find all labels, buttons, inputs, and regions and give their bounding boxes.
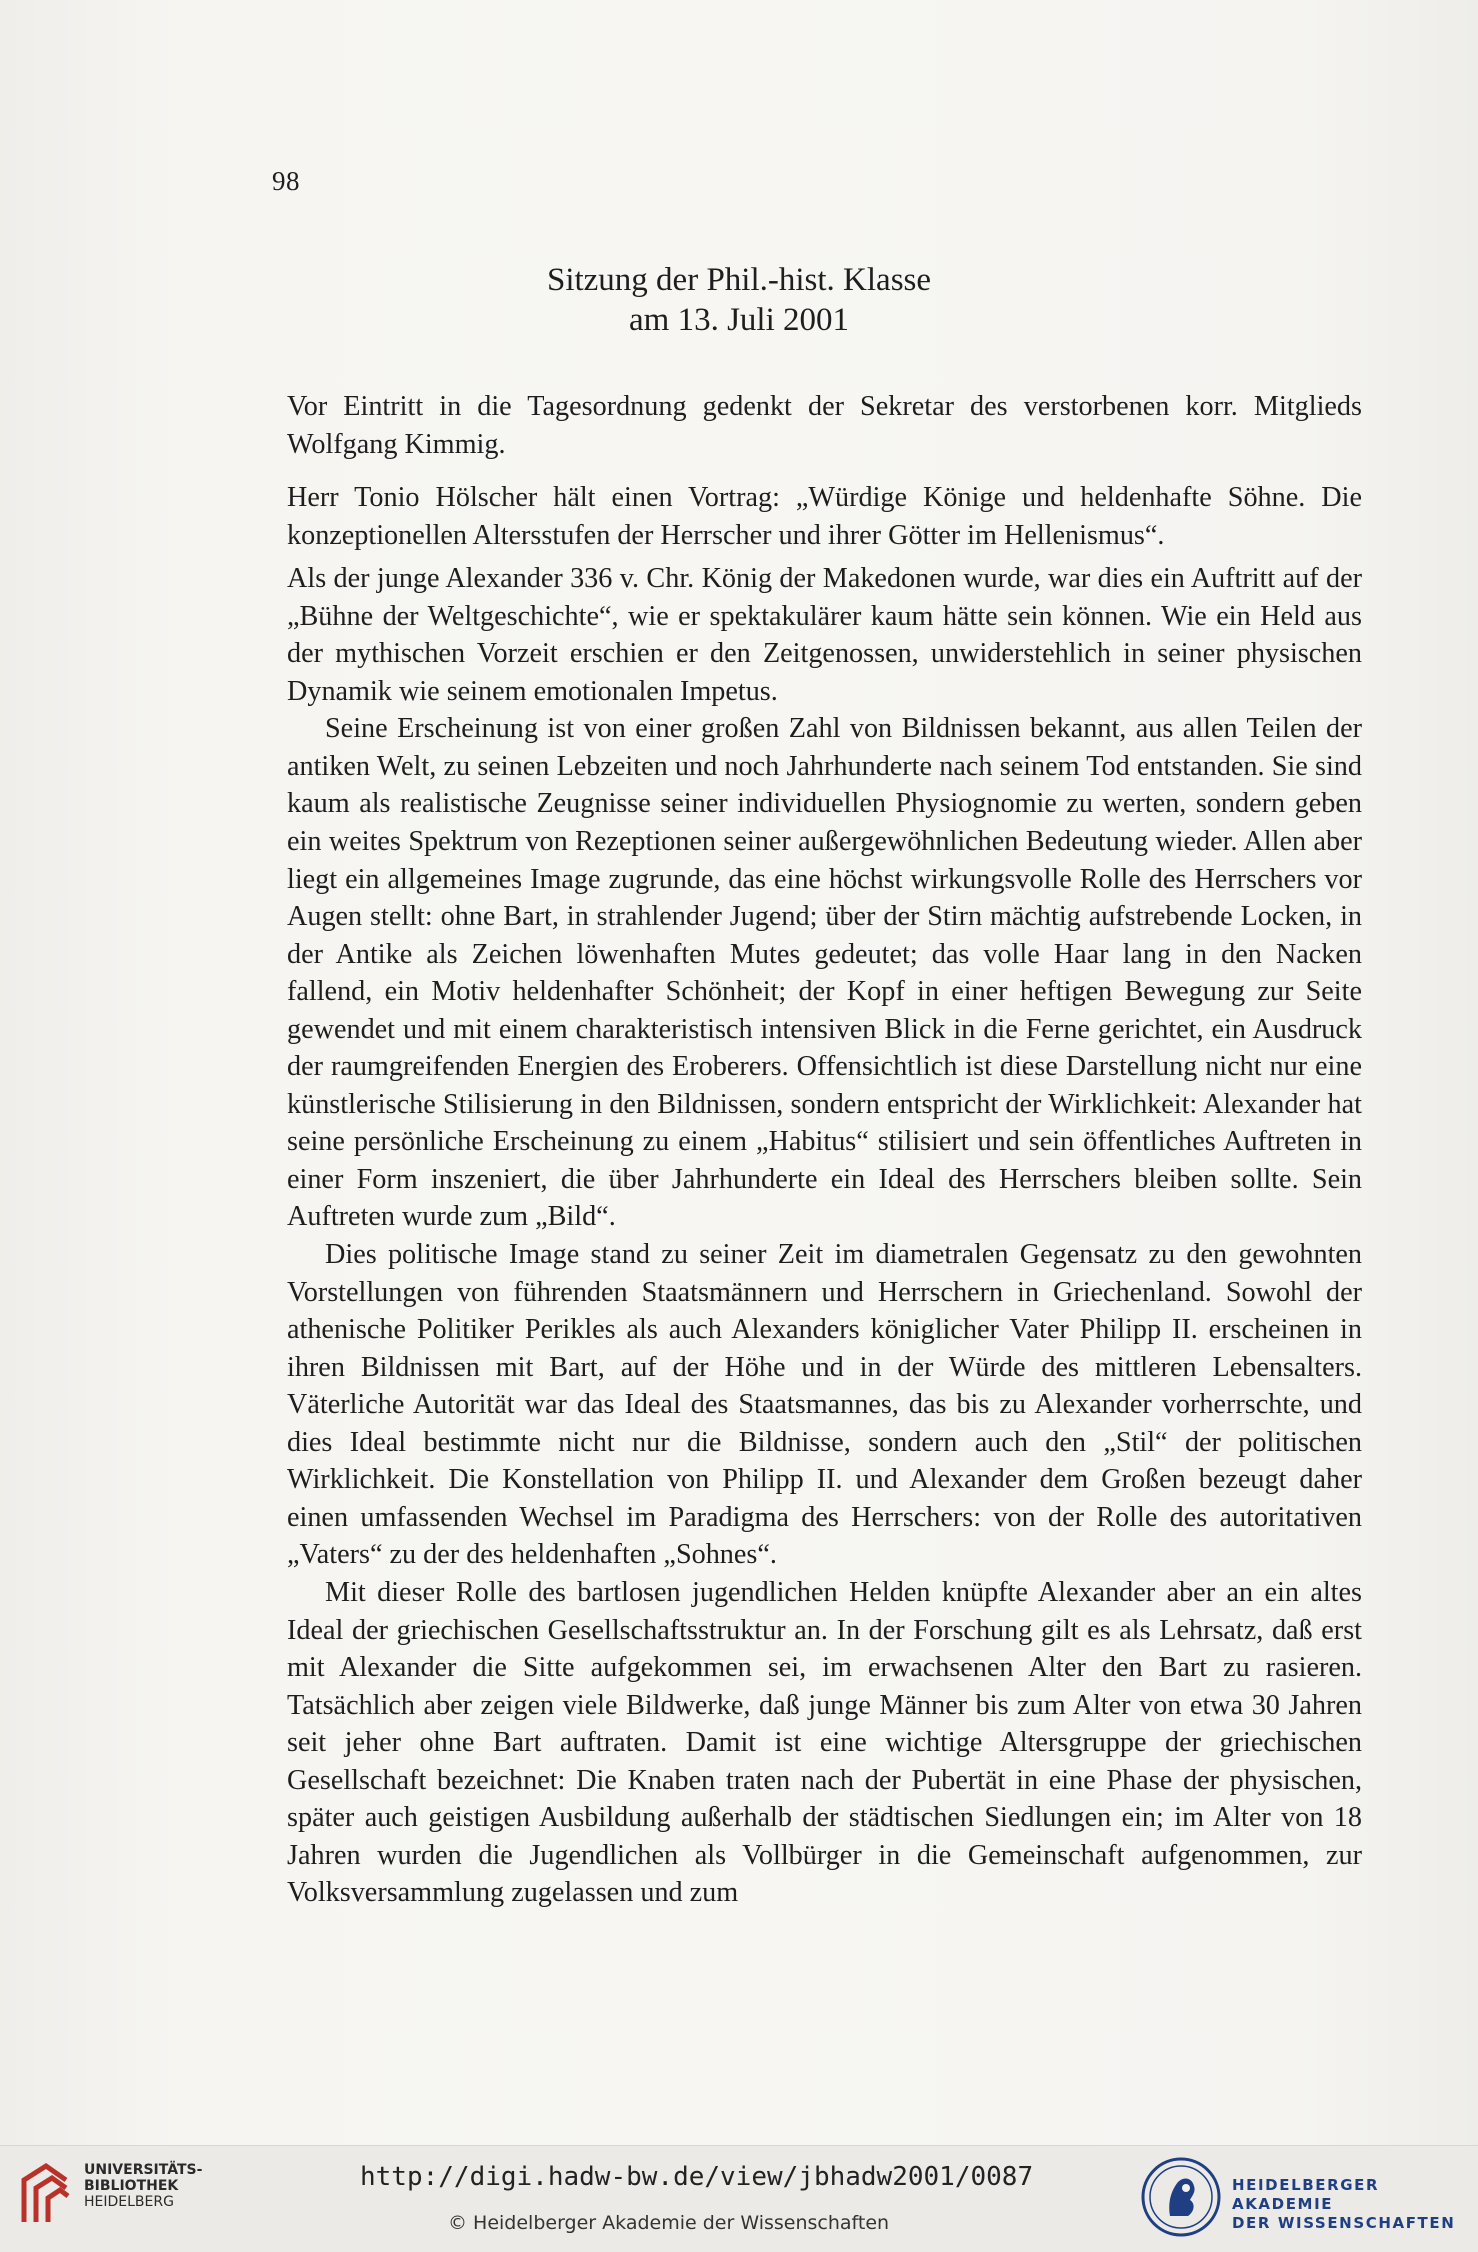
page-number: 98 <box>272 166 300 196</box>
library-name-line-2: BIBLIOTHEK <box>84 2178 179 2194</box>
library-name-line-1: UNIVERSITÄTS- <box>84 2162 203 2178</box>
library-name-line-3: HEIDELBERG <box>84 2194 174 2210</box>
paragraph-obituary: Vor Eintritt in die Tagesordnung gedenkt der Sekretar des verstorbenen korr. Mitglieds Wolfgang Kimmig. <box>287 391 1362 460</box>
paragraph-2: Seine Erscheinung ist von einer großen Zahl von Bildnissen bekannt, aus allen Teilen der antiken Welt, zu seinen Lebzeiten und noch Jahrhunderte nach seinem Tod entstanden. Sie sind kaum als realistische Zeugnisse seiner individuellen Physiognomie zu werten, sondern geben ein weites Spektrum von Rezeptionen seiner außergewöhnlichen Bedeutung wieder. Allen aber liegt ein allgemeines Image zugrunde, das eine höchst wirkungsvolle Rolle des Herrschers vor Augen stellt: ohne Bart, in strahlender Jugend; über der Stirn mächtig aufstrebende Locken, in der Antike als Zeichen löwenhaften Mutes gedeutet; das volle Haar lang in den Nacken fallend, ein Motiv heldenhafter Schönheit; der Kopf in einer heftigen Bewegung zur Seite gewendet und mit einem charakteristisch intensiven Blick in die Ferne gerichtet, ein Ausdruck der raumgreifenden Energien des Eroberers. Offensichtlich ist diese Darstellung nicht nur eine künstlerische Stilisierung in den Bildnissen, sondern entspricht der Wirklichkeit: Alexander hat seine persönliche Erscheinung zu einem „Habitus“ stilisiert und sein öffentliches Auftreten in einer Form inszeniert, die über Jahrhunderte ein Ideal des Herrschers bleiben sollte. Sein Auftreten wurde zum „Bild“. <box>287 713 1362 1233</box>
session-title: Sitzung der Phil.-hist. Klasse <box>546 262 932 298</box>
body-text <box>287 388 1362 1912</box>
permalink-url[interactable]: http://digi.hadw-bw.de/view/jbhadw2001/0087 <box>360 2162 1034 2192</box>
university-library-logo-icon <box>16 2158 76 2228</box>
academy-name-line-2: DER WISSENSCHAFTEN <box>1232 2214 1456 2232</box>
paragraph-3: Dies politische Image stand zu seiner Zeit im diametralen Gegensatz zu den gewohnten Vorstellungen von führenden Staatsmännern und Herrschern in Griechenland. Sowohl der athenische Politiker Perikles als auch Alexanders königlicher Vater Philipp II. erscheinen in ihren Bildnissen mit Bart, auf der Höhe und in der Würde des mittleren Lebensalters. Väterliche Autorität war das Ideal des Staatsmannes, das bis zu Alexander vorherrschte, und dies Ideal bestimmte nicht nur die Bildnisse, sondern auch den „Stil“ der politischen Wirklichkeit. Die Konstellation von Philipp II. und Alexander dem Großen bezeugt daher einen umfassenden Wechsel im Paradigma des Herrschers: von der Rolle des autoritativen „Vaters“ zu der des heldenhaften „Sohnes“. <box>287 1239 1362 1571</box>
paragraph-4: Mit dieser Rolle des bartlosen jugendlichen Helden knüpfte Alexander aber an ein altes Ideal der griechischen Gesellschaftsstruktur an. In der Forschung gilt es als Lehrsatz, daß erst mit Alexander die Sitte aufgekommen sei, im erwachsenen Alter den Bart zu rasieren. Tatsächlich aber zeigen viele Bildwerke, daß junge Männer bis zum Alter von etwa 30 Jahren seit jeher ohne Bart auftraten. Damit ist eine wichtige Altersgruppe der griechischen Gesellschaft bezeichnet: Die Knaben traten nach der Pubertät in eine Phase der physischen, später auch geistigen Ausbildung außerhalb der städtischen Siedlungen ein; im Alter von 18 Jahren wurden die Jugendlichen als Vollbürger in die Gemeinschaft aufgenommen, zur Volksversammlung zugelassen und zum <box>287 1576 1362 1909</box>
academy-seal-icon <box>1140 2156 1222 2238</box>
university-library-name <box>84 2162 202 2210</box>
paragraph-lecture-announcement: Herr Tonio Hölscher hält einen Vortrag: „Würdige Könige und heldenhafte Söhne. Die konzeptionellen Altersstufen der Herrscher und ihrer Götter im Hellenismus“. <box>287 482 1362 551</box>
academy-name <box>1232 2176 1478 2233</box>
paragraph-1: Als der junge Alexander 336 v. Chr. König der Makedonen wurde, war dies ein Auftritt auf der „Bühne der Weltgeschichte“, wie er spektakulärer kaum hätte sein können. Wie ein Held aus der mythischen Vorzeit erschien er den Zeitgenossen, unwiderstehlich in seiner physischen Dynamik wie seinem emotionalen Impetus. <box>287 563 1362 707</box>
copyright-notice: © Heidelberger Akademie der Wissenschaften <box>448 2212 890 2234</box>
academy-name-line-1: HEIDELBERGER AKADEMIE <box>1232 2176 1380 2213</box>
session-date: am 13. Juli 2001 <box>629 302 849 338</box>
digitization-footer <box>0 2145 1478 2252</box>
